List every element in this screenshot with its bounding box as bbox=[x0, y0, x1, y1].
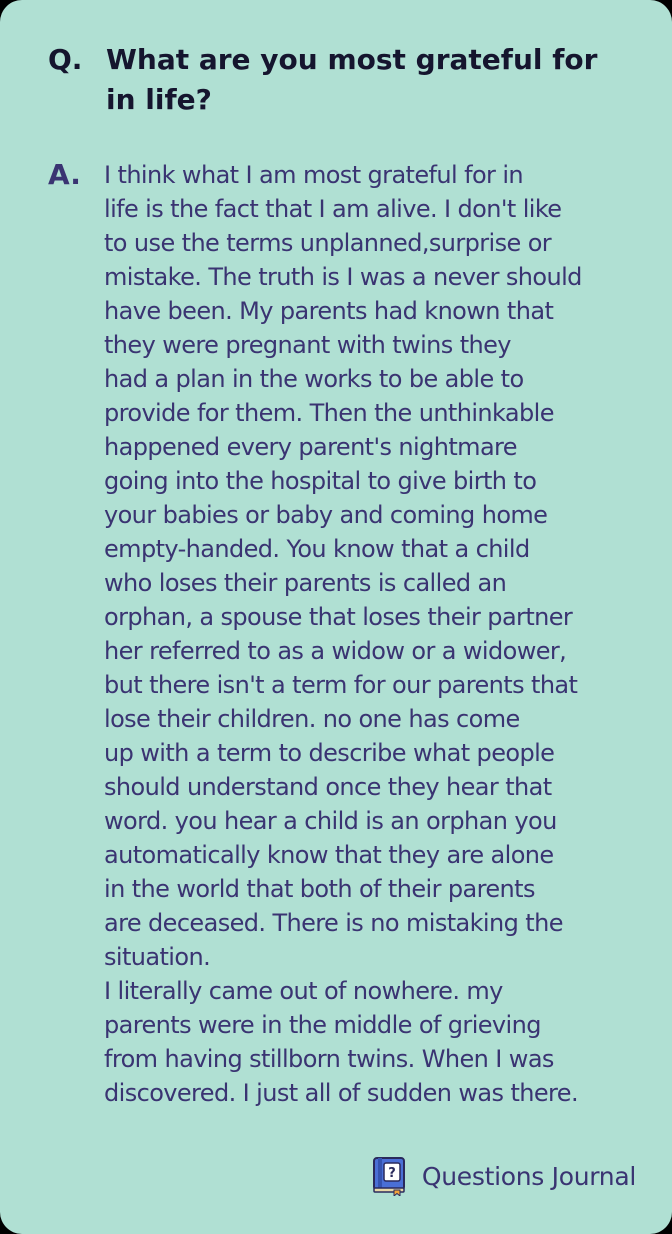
journal-book-icon bbox=[372, 1156, 408, 1196]
answer-line: happened every parent's nightmare bbox=[104, 433, 517, 461]
svg-text:?: ? bbox=[388, 1166, 396, 1181]
answer-line: I literally came out of nowhere. my bbox=[104, 977, 503, 1005]
brand-footer bbox=[372, 1154, 636, 1198]
answer-line: word. you hear a child is an orphan you bbox=[104, 807, 557, 835]
answer-line: automatically know that they are alone bbox=[104, 841, 554, 869]
question-text: What are you most grateful for in life? bbox=[106, 43, 598, 116]
answer-line: should understand once they hear that bbox=[104, 773, 552, 801]
answer-line: in the world that both of their parents bbox=[104, 875, 535, 903]
answer-label: A. bbox=[48, 158, 81, 191]
answer-line: have been. My parents had known that bbox=[104, 297, 554, 325]
answer-line: from having stillborn twins. When I was bbox=[104, 1045, 554, 1073]
answer-line: life is the fact that I am alive. I don't like bbox=[104, 195, 562, 223]
question-row bbox=[48, 40, 648, 120]
answer-line: who loses their parents is called an bbox=[104, 569, 507, 597]
brand-name: Questions Journal bbox=[421, 1161, 636, 1191]
answer-line: orphan, a spouse that loses their partner bbox=[104, 603, 573, 631]
answer-line: had a plan in the works to be able to bbox=[104, 365, 524, 393]
answer-line: her referred to as a widow or a widower, bbox=[104, 637, 567, 665]
question-label: Q. bbox=[48, 43, 83, 76]
answer-line: they were pregnant with twins they bbox=[104, 331, 511, 359]
answer-line: but there isn't a term for our parents that bbox=[104, 671, 578, 699]
answer-line: mistake. The truth is I was a never should bbox=[104, 263, 582, 291]
answer-line: going into the hospital to give birth to bbox=[104, 467, 537, 495]
answer-line: your babies or baby and coming home bbox=[104, 501, 548, 529]
answer-line: provide for them. Then the unthinkable bbox=[104, 399, 554, 427]
answer-text bbox=[104, 158, 649, 1110]
answer-line: I think what I am most grateful for in bbox=[104, 161, 523, 189]
answer-line: to use the terms unplanned,surprise or bbox=[104, 229, 552, 257]
answer-line: situation. bbox=[104, 943, 211, 971]
answer-line: discovered. I just all of sudden was there. bbox=[104, 1079, 578, 1107]
answer-line: lose their children. no one has come bbox=[104, 705, 520, 733]
answer-row bbox=[48, 158, 658, 1110]
answer-line: parents were in the middle of grieving bbox=[104, 1011, 541, 1039]
answer-line: up with a term to describe what people bbox=[104, 739, 555, 767]
answer-line: are deceased. There is no mistaking the bbox=[104, 909, 563, 937]
answer-line: empty-handed. You know that a child bbox=[104, 535, 530, 563]
